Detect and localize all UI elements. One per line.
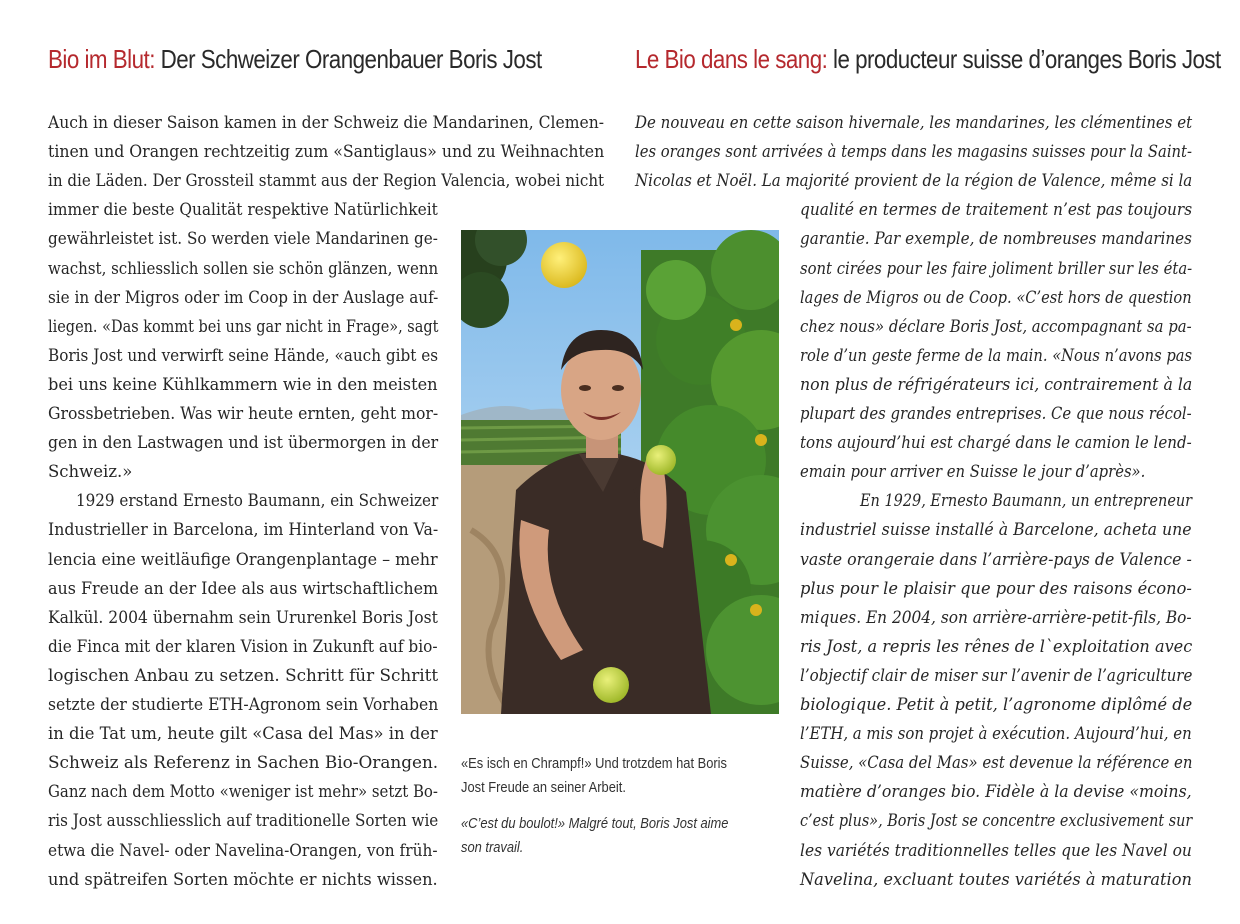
german-text-line: sie in der Migros oder im Coop in der Auslage auf- (48, 287, 439, 307)
german-text-line: setzte der studierte ETH-Agronom sein Vorhaben (48, 695, 439, 714)
german-text-line: die Finca mit der klaren Vision in Zukunft auf bio- (48, 636, 438, 656)
french-text-line: vaste orangeraie dans l’arrière-pays de Valence - (800, 549, 1192, 569)
german-text-line: Boris Jost und verwirft seine Hände, «auch gibt es (48, 345, 439, 365)
french-text-line: lages de Migros ou de Coop. «C’est hors de question (800, 287, 1192, 307)
french-text-line: role d’un geste ferme de la main. «Nous n’avons pas (800, 345, 1193, 365)
french-text-line: les variétés traditionnelles telles que les Navel ou (800, 840, 1192, 860)
french-text-line: plupart des grandes entreprises. Ce que nous récol- (800, 404, 1192, 423)
german-text-line: und spätreifen Sorten möchte er nichts wissen. (48, 869, 438, 889)
french-text-line: ris Jost, a repris les rênes de l`exploitation avec (800, 636, 1193, 656)
german-text-line: gen in den Lastwagen und ist übermorgen in der (48, 433, 439, 453)
french-text-line: Nicolas et Noël. La majorité provient de la région de Valence, même si la (635, 171, 1193, 191)
french-text-line: miques. En 2004, son arrière-arrière-petit-fils, Bo- (800, 607, 1192, 627)
caption-line: «Es isch en Chrampf!» Und trotzdem hat Boris (461, 755, 728, 772)
french-text-line: plus pour le plaisir que pour des raisons écono- (800, 578, 1192, 598)
heading-german-title: Der Schweizer Orangenbauer Boris Jost (154, 44, 542, 74)
german-text-line: Industrieller in Barcelona, im Hinterland von Va- (48, 520, 439, 540)
french-text-line: industriel suisse installé à Barcelone, acheta une (800, 520, 1192, 540)
heading-french-title: le producteur suisse d’oranges Boris Jost (827, 44, 1221, 74)
german-text-line: Ganz nach dem Motto «weniger ist mehr» setzt Bo- (48, 782, 438, 802)
german-text-line: tinen und Orangen rechtzeitig zum «Santiglaus» und zu Weihnachten (48, 142, 605, 162)
heading-german (48, 44, 542, 75)
french-text-line: les oranges sont arrivées à temps dans les magasins suisses pour la Saint- (635, 142, 1192, 162)
german-text-line: in die Läden. Der Grossteil stammt aus der Region Valencia, wobei nicht (48, 171, 605, 191)
french-text-line: chez nous» déclare Boris Jost, accompagnant sa pa- (800, 316, 1192, 336)
french-text-line: matière d’oranges bio. Fidèle à la devise «moins, (800, 782, 1192, 802)
french-text-line: Navelina, excluant toutes variétés à maturation (800, 869, 1192, 889)
german-text-line: etwa die Navel- oder Navelina-Orangen, von früh- (48, 840, 438, 860)
german-text-line: aus Freude an der Idee als aus wirtschaftlichem (48, 578, 439, 598)
german-text-line: in die Tat um, heute gilt «Casa del Mas» in der (48, 724, 438, 744)
french-text-line: qualité en termes de traitement n’est pas toujours (800, 200, 1193, 220)
heading-french-kicker: Le Bio dans le sang: (635, 44, 828, 74)
german-text-line: 1929 erstand Ernesto Baumann, ein Schweizer (76, 491, 439, 511)
french-text-line: En 1929, Ernesto Baumann, un entrepreneur (860, 491, 1193, 511)
german-text-line: gewährleistet ist. So werden viele Mandarinen ge- (48, 229, 438, 249)
french-text-line: c’est plus», Boris Jost se concentre exclusivement sur (800, 811, 1193, 831)
heading-german-kicker: Bio im Blut: (48, 44, 155, 74)
heading-french (635, 44, 1221, 75)
german-text-line: ris Jost ausschliesslich auf traditionelle Sorten wie (48, 811, 439, 831)
german-text-line: Kalkül. 2004 übernahm sein Ururenkel Boris Jost (48, 607, 438, 627)
german-text-line: logischen Anbau zu setzen. Schritt für Schritt (48, 665, 439, 685)
french-text-line: emain pour arriver en Suisse le jour d’après». (800, 462, 1146, 482)
caption-line: «C’est du boulot!» Malgré tout, Boris Jost aime (461, 815, 729, 832)
german-text-line: bei uns keine Kühlkammern wie in den meisten (48, 374, 438, 394)
german-text-line: lencia eine weitläufige Orangenplantage – mehr (48, 549, 438, 569)
french-text-line: l’objectif clair de miser sur l’avenir de l’agriculture (800, 665, 1193, 685)
photo-farmer-juggling-oranges (461, 230, 779, 714)
german-text-line: Schweiz.» (48, 462, 133, 482)
german-text-line: Grossbetrieben. Was wir heute ernten, geht mor- (48, 404, 439, 423)
french-text-line: De nouveau en cette saison hivernale, les mandarines, les clémentines et (635, 113, 1193, 132)
german-text-line: immer die beste Qualität respektive Natürlichkeit (48, 200, 438, 220)
french-text-line: l’ETH, a mis son projet à exécution. Aujourd’hui, en (800, 724, 1192, 744)
french-text-line: non plus de réfrigérateurs ici, contrairement à la (800, 374, 1193, 394)
french-text-line: Suisse, «Casa del Mas» est devenue la référence en (800, 753, 1193, 773)
french-text-line: biologique. Petit à petit, l’agronome diplômé de (800, 695, 1193, 714)
caption-line: Jost Freude an seiner Arbeit. (461, 779, 626, 796)
german-text-line: liegen. «Das kommt bei uns gar nicht in Frage», sagt (48, 316, 439, 336)
german-text-line: Schweiz als Referenz in Sachen Bio-Orangen. (48, 753, 439, 773)
german-text-line: Auch in dieser Saison kamen in der Schweiz die Mandarinen, Clemen- (48, 113, 605, 132)
french-text-line: garantie. Par exemple, de nombreuses mandarines (800, 229, 1192, 249)
german-text-line: wachst, schliesslich sollen sie schön glänzen, wenn (48, 258, 439, 278)
french-text-line: tons aujourd’hui est chargé dans le camion le lend- (800, 433, 1192, 453)
caption-line: son travail. (461, 839, 524, 856)
french-text-line: sont cirées pour les faire joliment briller sur les éta- (800, 258, 1193, 278)
